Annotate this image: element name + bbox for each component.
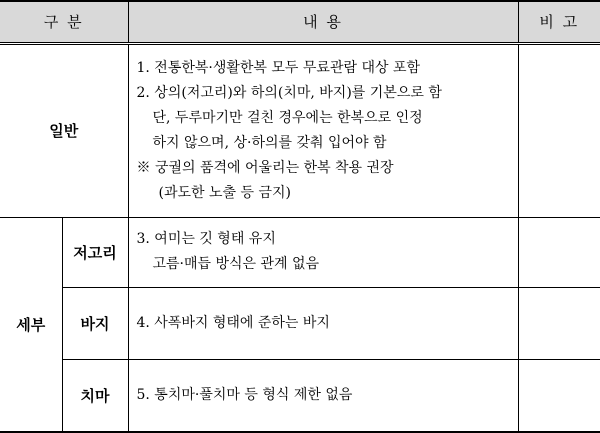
detail-row-chima	[0, 359, 600, 432]
general-note	[518, 43, 600, 217]
general-line-6: (과도한 노출 등 금지)	[158, 184, 291, 201]
header-note: 비 고	[518, 1, 600, 43]
general-line-4: 하지 않으며, 상·하의를 갖춰 입어야 함	[152, 134, 387, 151]
general-line-3: 단, 두루마기만 걸친 경우에는 한복으로 인정	[152, 109, 423, 126]
general-row	[0, 43, 600, 217]
general-content	[128, 43, 518, 217]
detail-sub-baji: 바지	[62, 287, 128, 359]
detail-note-jeogori	[518, 217, 600, 287]
general-label: 일반	[0, 43, 128, 217]
detail-sub-jeogori: 저고리	[62, 217, 128, 287]
jeogori-line-1: 3. 여미는 깃 형태 유지	[136, 231, 276, 247]
general-line-2: 2. 상의(저고리)와 하의(치마, 바지)를 기본으로 함	[136, 84, 442, 101]
jeogori-line-2: 고름·매듭 방식은 관계 없음	[152, 256, 320, 272]
detail-note-chima	[518, 359, 600, 432]
detail-content-baji	[128, 287, 518, 359]
baji-line-1: 4. 사폭바지 형태에 준하는 바지	[136, 314, 330, 331]
detail-content-chima	[128, 359, 518, 432]
detail-row-jeogori	[0, 217, 600, 287]
general-line-1: 1. 전통한복·생활한복 모두 무료관람 대상 포함	[136, 59, 420, 76]
detail-sub-chima: 치마	[62, 359, 128, 432]
header-row	[0, 1, 600, 43]
header-content: 내 용	[128, 1, 518, 43]
detail-note-baji	[518, 287, 600, 359]
detail-row-baji	[0, 287, 600, 359]
general-line-5: ※ 궁궐의 품격에 어울리는 한복 착용 권장	[136, 159, 394, 176]
detail-content-jeogori	[128, 217, 518, 287]
chima-line-1: 5. 통치마·풀치마 등 형식 제한 없음	[136, 386, 353, 403]
header-category: 구 분	[0, 1, 128, 43]
detail-label: 세부	[0, 217, 62, 432]
